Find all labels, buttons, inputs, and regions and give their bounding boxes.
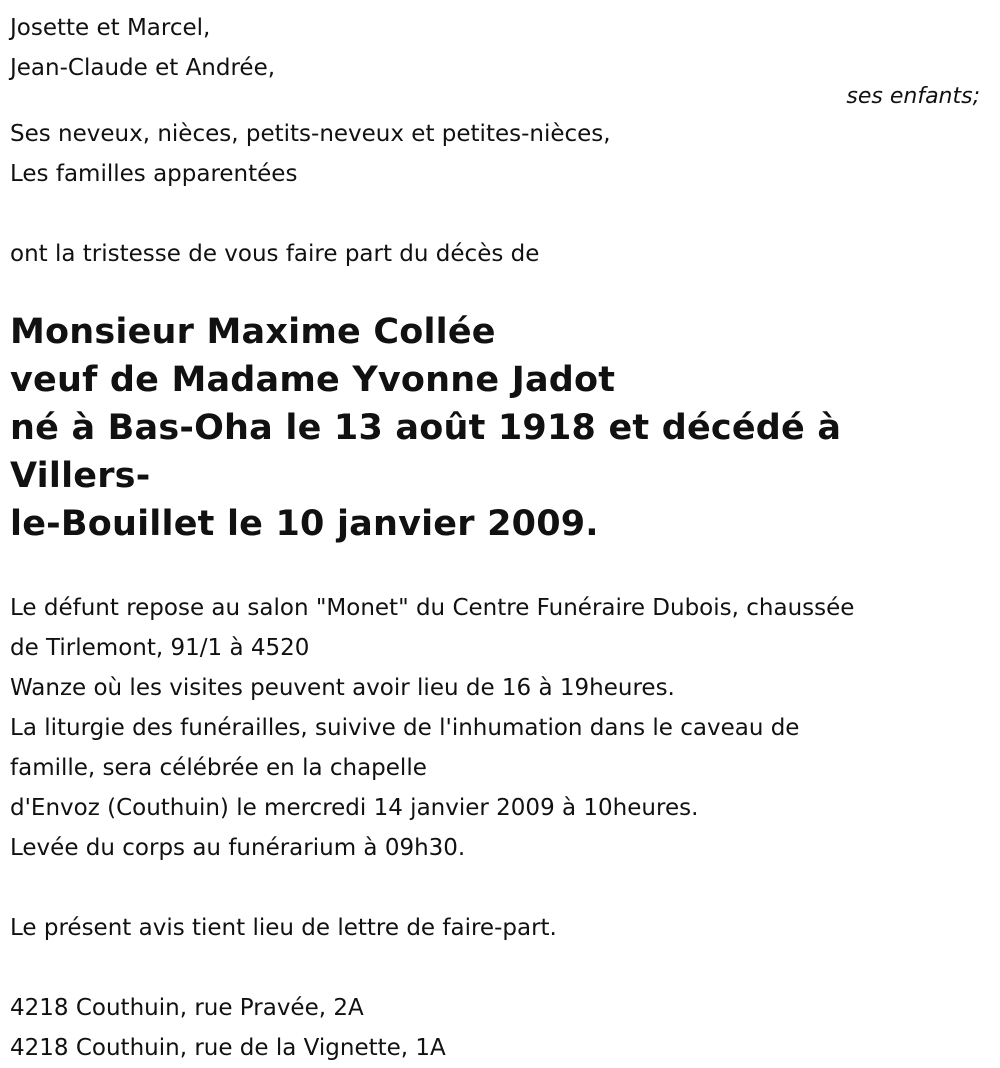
- address-line-2: 4218 Couthuin, rue de la Vignette, 1A: [10, 1035, 446, 1061]
- details-line-6: d'Envoz (Couthuin) le mercredi 14 janvier 2009 à 10heures.: [10, 795, 699, 821]
- section-spacer: [10, 948, 990, 988]
- details-line-4: La liturgie des funérailles, suivive de l'inhumation dans le caveau de: [10, 715, 800, 741]
- section-spacer: [10, 88, 990, 114]
- section-spacer: [10, 868, 990, 908]
- obituary-notice: [10, 8, 990, 1068]
- notice-text: Le présent avis tient lieu de lettre de faire-part.: [10, 915, 557, 941]
- address-line-1: 4218 Couthuin, rue Pravée, 2A: [10, 995, 364, 1021]
- details-line-1: Le défunt repose au salon "Monet" du Centre Funéraire Dubois, chaussée: [10, 595, 855, 621]
- details-line-3: Wanze où les visites peuvent avoir lieu de 16 à 19heures.: [10, 675, 675, 701]
- deceased-name: Monsieur Maxime Collée: [10, 312, 496, 352]
- announcement-intro: ont la tristesse de vous faire part du décès de: [10, 241, 540, 267]
- deceased-birth-death-line-2: le-Bouillet le 10 janvier 2009.: [10, 504, 599, 544]
- section-spacer: [10, 548, 990, 588]
- section-spacer: [10, 274, 990, 308]
- children-role-note: ses enfants;: [846, 84, 980, 109]
- deceased-birth-death-line-1: né à Bas-Oha le 13 août 1918 et décédé à Villers-: [10, 408, 842, 496]
- deceased-spouse: veuf de Madame Yvonne Jadot: [10, 360, 616, 400]
- child-line-1: Josette et Marcel,: [10, 15, 211, 41]
- section-spacer: [10, 194, 990, 234]
- details-line-2: de Tirlemont, 91/1 à 4520: [10, 635, 310, 661]
- relatives-line-2: Les familles apparentées: [10, 161, 298, 187]
- relatives-line-1: Ses neveux, nièces, petits-neveux et petites-nièces,: [10, 121, 611, 147]
- details-line-7: Levée du corps au funérarium à 09h30.: [10, 835, 466, 861]
- details-line-5: famille, sera célébrée en la chapelle: [10, 755, 427, 781]
- child-line-2: Jean-Claude et Andrée,: [10, 55, 276, 81]
